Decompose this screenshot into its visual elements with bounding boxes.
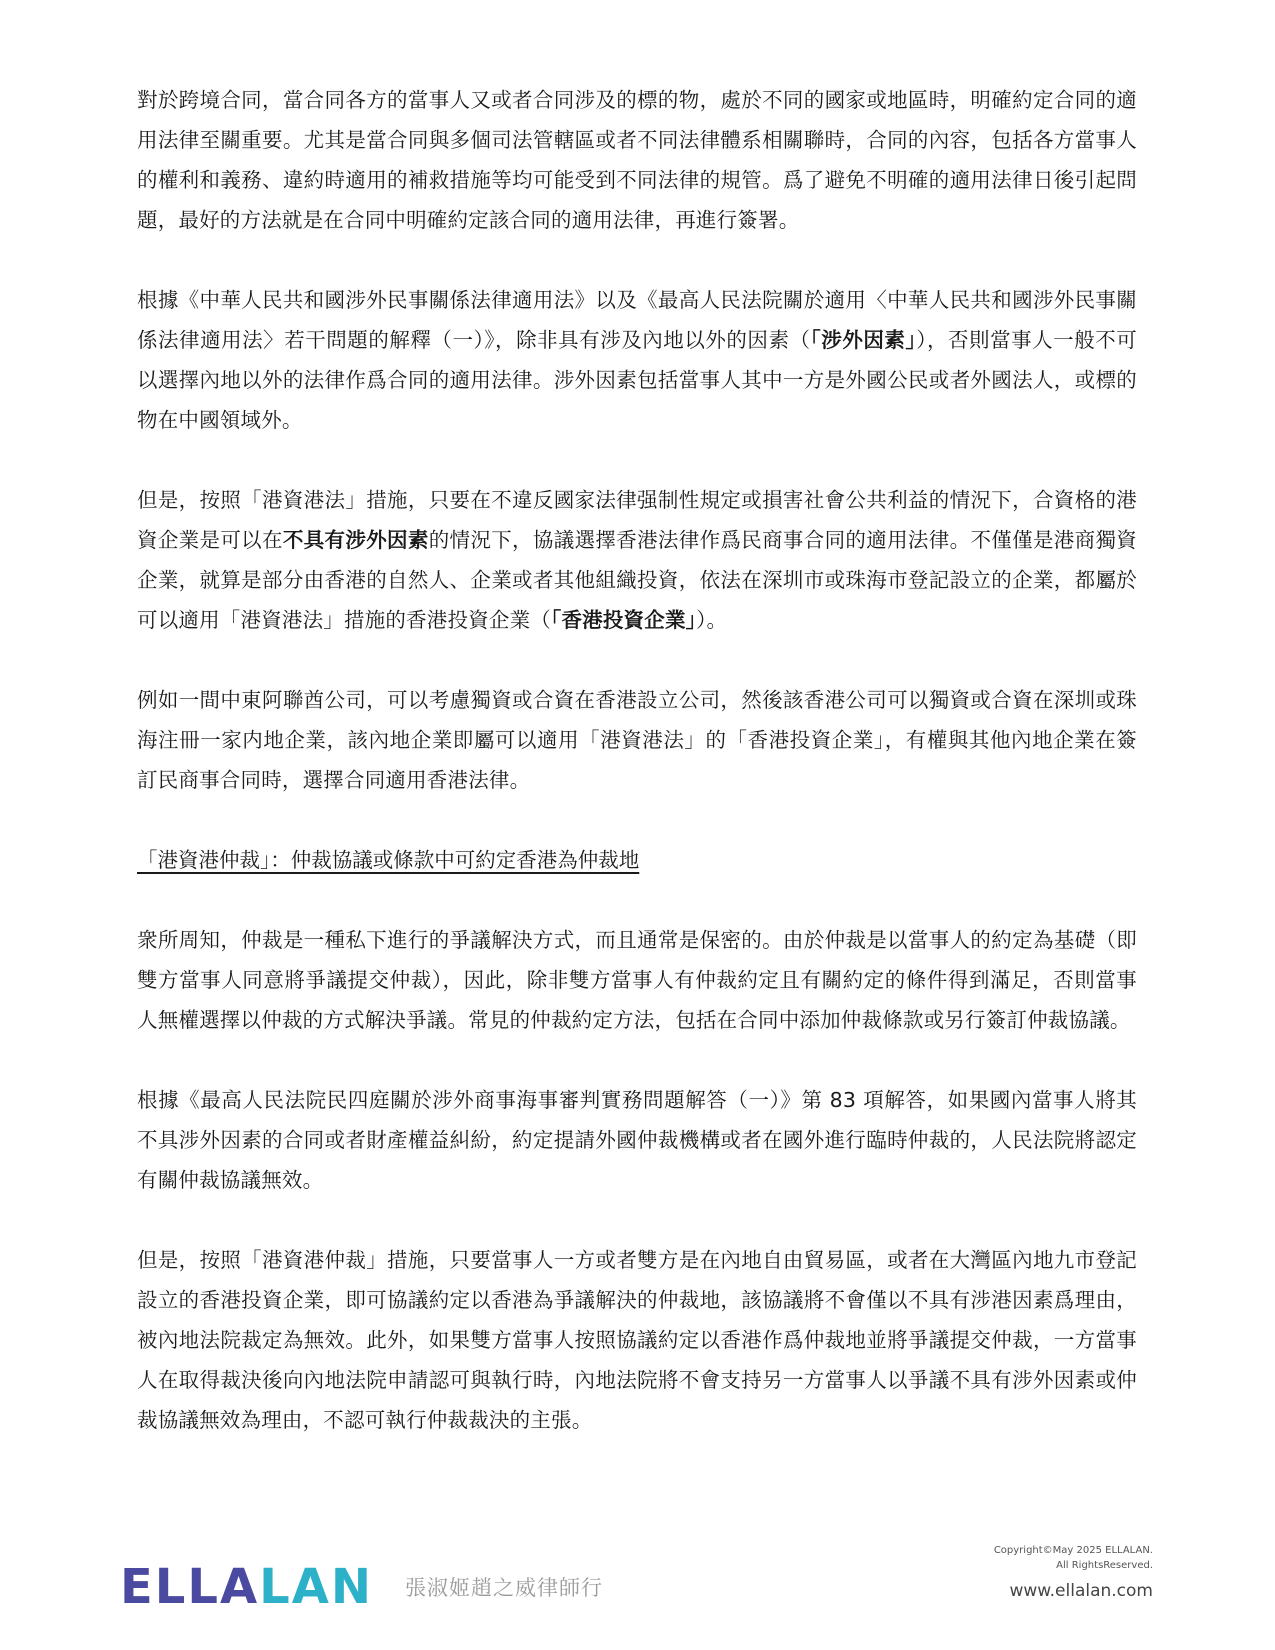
paragraph-text: 但是，按照「港資港法」措施，只要在不違反國家法律强制性規定或損害社會公共利益的情況下，合資格的港資企業是可以在	[137, 488, 1137, 552]
footer-logo	[120, 1559, 604, 1615]
paragraph-text: 衆所周知，仲裁是一種私下進行的爭議解決方式，而且通常是保密的。由於仲裁是以當事人的約定為基礎（即雙方當事人同意將爭議提交仲裁），因此，除非雙方當事人有仲裁約定且有關約定的條件得到滿足，否則當事人無權選擇以仲裁的方式解決爭議。常見的仲裁約定方法，包括在合同中添加仲裁條款或另行簽訂仲裁協議。	[137, 928, 1137, 1032]
paragraph-group	[137, 80, 1137, 800]
paragraph-text: 例如一間中東阿聯酋公司，可以考慮獨資或合資在香港設立公司，然後該香港公司可以獨資或合資在深圳或珠海注冊一家内地企業，該內地企業即屬可以適用「港資港法」的「香港投資企業」，有權與其他內地企業在簽訂民商事合同時，選擇合同適用香港法律。	[137, 688, 1137, 792]
paragraph-text: 根據《最高人民法院民四庭關於涉外商事海事審判實務問題解答（一）》第 83 項解答，如果國內當事人將其不具涉外因素的合同或者財產權益糾紛，約定提請外國仲裁機構或者在國外進行臨時仲裁的，人民法院將認定有關仲裁協議無效。	[137, 1088, 1137, 1192]
paragraph	[137, 80, 1137, 240]
bold-term: 不具有涉外因素	[282, 528, 429, 552]
website-link[interactable]: www.ellalan.com	[1009, 1581, 1153, 1601]
paragraph	[137, 1240, 1137, 1440]
bold-term: 「香港投資企業」	[551, 608, 697, 632]
firm-name-chinese: 張淑姬趙之威律師行	[405, 1576, 604, 1600]
paragraph-text: 對於跨境合同，當合同各方的當事人又或者合同涉及的標的物，處於不同的國家或地區時，明確約定合同的適用法律至關重要。尤其是當合同與多個司法管轄區或者不同法律體系相關聯時，合同的內容，包括各方當事人的權利和義務、違約時適用的補救措施等均可能受到不同法律的規管。爲了避免不明確的適用法律日後引起問題，最好的方法就是在合同中明確約定該合同的適用法律，再進行簽署。	[137, 88, 1137, 232]
paragraph-text: 的情況下，協議選擇香港法律作爲民商事合同的適用法律。不僅僅是港商獨資企業，就算是部分由香港的自然人、企業或者其他組織投資，依法在深圳市或珠海市登記設立的企業，都屬於可以適用「港資港法」措施的香港投資企業（	[137, 528, 1137, 632]
ellalan-logo	[120, 1559, 374, 1615]
paragraph	[137, 920, 1137, 1040]
copyright-line: Copyright©May 2025 ELLALAN.	[993, 1545, 1153, 1556]
paragraph	[137, 280, 1137, 440]
document-body	[137, 80, 1137, 1480]
logo-part-lan: LAN	[259, 1559, 374, 1615]
copyright-line: All RightsReserved.	[1056, 1560, 1153, 1571]
paragraph	[137, 680, 1137, 800]
paragraph-text: ）。	[696, 608, 728, 632]
footer-info	[994, 1543, 1153, 1603]
bold-term: 「涉外因素」	[810, 328, 917, 352]
paragraph	[137, 480, 1137, 640]
paragraph-text: ），否則當事人一般不可以選擇內地以外的法律作爲合同的適用法律。涉外因素包括當事人其中一方是外國公民或者外國法人，或標的物在中國領域外。	[137, 328, 1137, 432]
section-heading: 「港資港仲裁」：仲裁協議或條款中可約定香港為仲裁地	[137, 848, 640, 872]
paragraph-text: 但是，按照「港資港仲裁」措施，只要當事人一方或者雙方是在內地自由貿易區，或者在大灣區內地九市登記設立的香港投資企業，即可協議約定以香港為爭議解決的仲裁地，該協議將不會僅以不具有涉港因素爲理由，被內地法院裁定為無效。此外，如果雙方當事人按照協議約定以香港作爲仲裁地並將爭議提交仲裁，一方當事人在取得裁決後向內地法院申請認可與執行時，內地法院將不會支持另一方當事人以爭議不具有涉外因素或仲裁協議無效為理由，不認可執行仲裁裁決的主張。	[137, 1248, 1137, 1432]
paragraph-group	[137, 920, 1137, 1440]
logo-part-ella: ELLA	[120, 1559, 260, 1615]
paragraph-text: 根據《中華人民共和國涉外民事關係法律適用法》以及《最高人民法院關於適用〈中華人民共和國涉外民事關係法律適用法〉若干問題的解釋（一）》，除非具有涉及內地以外的因素（	[137, 288, 1137, 352]
paragraph	[137, 1080, 1137, 1200]
